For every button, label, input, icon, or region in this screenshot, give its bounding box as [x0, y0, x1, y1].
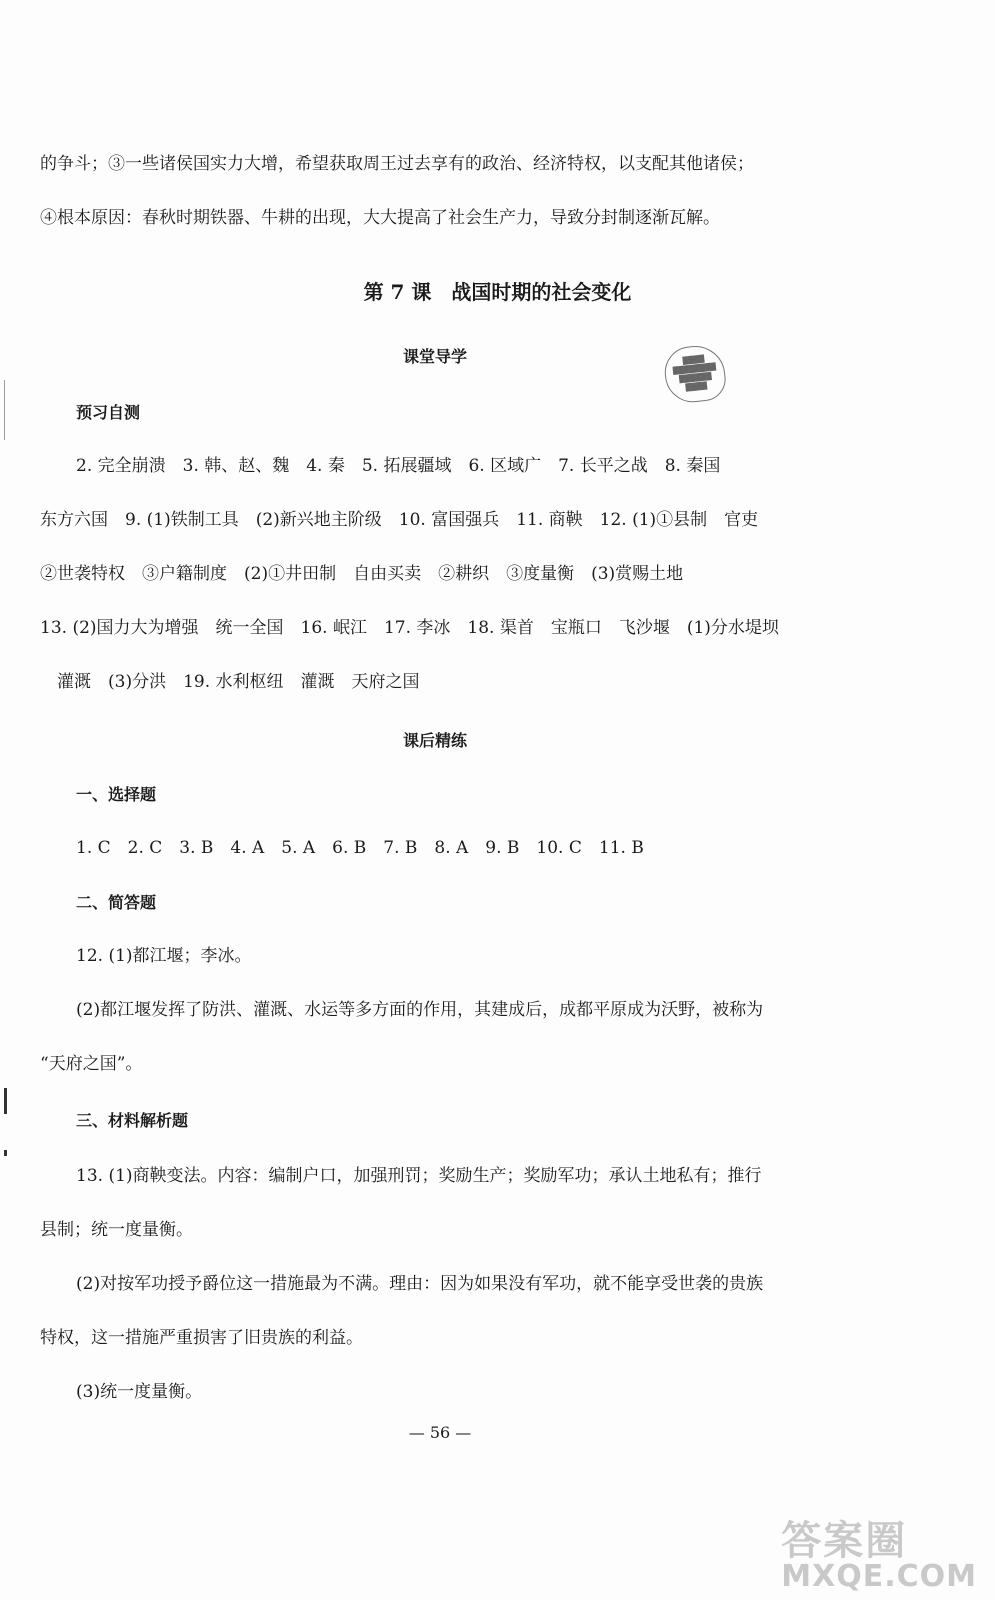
material-line-4: 特权，这一措施严重损害了旧贵族的利益。	[40, 1328, 363, 1348]
preview-heading: 预习自测	[76, 403, 141, 422]
preview-line-4: 13. (2)国力大为增强 统一全国 16. 岷江 17. 李冰 18. 渠首 宝瓶口 飞沙堰 (1)分水堤坝	[40, 618, 779, 638]
choice-heading: 一、选择题	[76, 785, 157, 804]
material-line-1: 13. (1)商鞅变法。内容：编制户口，加强刑罚；奖励生产；奖励军功；承认土地私有；推行	[76, 1166, 762, 1186]
short-line-2: (2)都江堰发挥了防洪、灌溉、水运等多方面的作用，其建成后，成都平原成为沃野，被称为	[76, 1000, 764, 1020]
short-answer-heading: 二、简答题	[76, 893, 157, 912]
lesson-title: 第 7 课 战国时期的社会变化	[363, 280, 632, 304]
material-line-2: 县制；统一度量衡。	[40, 1220, 193, 1240]
watermark-bottom: MXQE.COM	[781, 1559, 977, 1594]
page-number: — 56 —	[408, 1423, 472, 1442]
short-line-3: “天府之国”。	[40, 1054, 143, 1074]
intro-line-2: ④根本原因：春秋时期铁器、牛耕的出现，大大提高了社会生产力，导致分封制逐渐瓦解。	[40, 208, 720, 228]
scan-mark	[4, 1150, 7, 1156]
preview-line-5: 灌溉 (3)分洪 19. 水利枢纽 灌溉 天府之国	[40, 672, 420, 692]
material-heading: 三、材料解析题	[76, 1111, 189, 1130]
material-line-3: (2)对按军功授予爵位这一措施最为不满。理由：因为如果没有军功，就不能享受世袭的贵族	[76, 1274, 764, 1294]
watermark	[781, 1520, 977, 1592]
preview-line-3: ②世袭特权 ③户籍制度 (2)①井田制 自由买卖 ②耕织 ③度量衡 (3)赏赐土地	[40, 564, 684, 584]
preview-line-1: 2. 完全崩溃 3. 韩、赵、魏 4. 秦 5. 拓展疆域 6. 区域广 7. 长平之战 8. 秦国	[76, 456, 721, 476]
scan-mark	[4, 380, 5, 440]
scan-mark	[4, 1088, 7, 1114]
short-line-1: 12. (1)都江堰；李冰。	[76, 946, 252, 966]
intro-line-1: 的争斗；③一些诸侯国实力大增，希望获取周王过去享有的政治、经济特权，以支配其他诸侯；	[40, 154, 754, 174]
stamp-image: ████ ████████ ██████ ████	[662, 343, 728, 405]
section-title-practice: 课后精练	[402, 731, 467, 750]
preview-line-2: 东方六国 9. (1)铁制工具 (2)新兴地主阶级 10. 富国强兵 11. 商鞅 12. (1)①县制 官吏	[40, 510, 759, 530]
section-title-classroom: 课堂导学	[402, 347, 467, 366]
watermark-top: 答案圈	[781, 1518, 908, 1564]
material-line-5: (3)统一度量衡。	[76, 1382, 203, 1402]
choice-answers: 1. C 2. C 3. B 4. A 5. A 6. B 7. B 8. A 9. B 10. C 11. B	[76, 838, 644, 858]
